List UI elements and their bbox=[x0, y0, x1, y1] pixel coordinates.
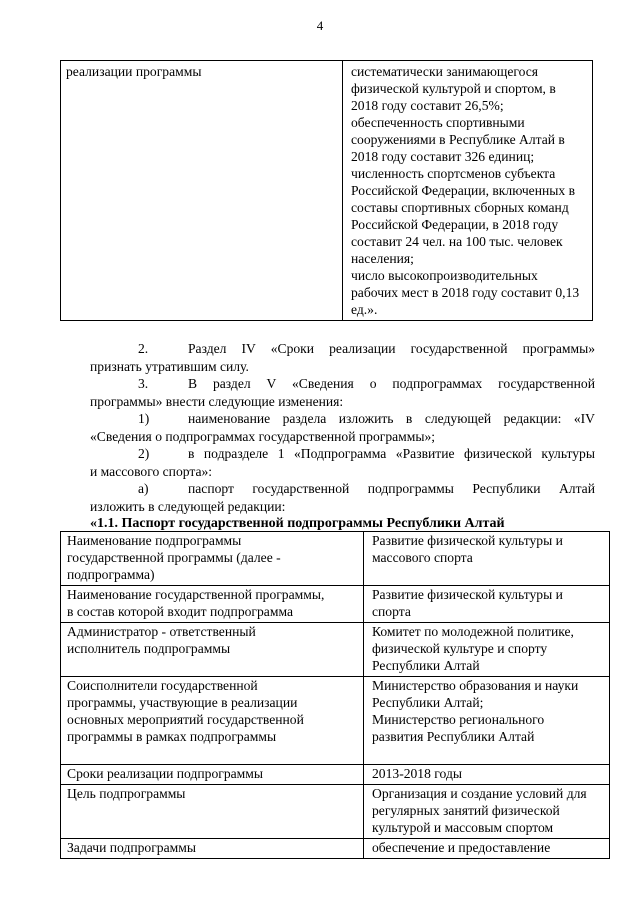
cell-line: программы в рамках подпрограммы bbox=[67, 729, 277, 744]
table-row bbox=[61, 623, 610, 677]
table-cell-right bbox=[364, 586, 610, 623]
cell-line: развития Республики Алтай bbox=[372, 729, 535, 744]
table-row bbox=[61, 61, 593, 321]
cell-line: регулярных занятий физической bbox=[372, 803, 560, 818]
cell-line: подпрограмма) bbox=[67, 567, 155, 582]
cell-line: исполнитель подпрограммы bbox=[67, 641, 231, 656]
table-row bbox=[61, 532, 610, 586]
cell-line: спорта bbox=[372, 604, 411, 619]
cell-line: Цель подпрограммы bbox=[67, 786, 186, 801]
cell-line: Администратор - ответственный bbox=[67, 624, 256, 639]
paragraph-3-2-a: а) паспорт государственной подпрограммы Республики Алтай изложить в следующей редакции: bbox=[90, 481, 595, 514]
cell-line: Комитет по молодежной политике, bbox=[372, 624, 574, 639]
cell-line: число высокопроизводительных bbox=[351, 268, 538, 283]
cell-line: основных мероприятий государственной bbox=[67, 712, 304, 727]
table-cell-left bbox=[61, 839, 364, 859]
cell-line: Наименование государственной программы, bbox=[67, 587, 325, 602]
cell-line: обеспечение и предоставление bbox=[372, 840, 551, 855]
cell-line: Министерство образования и науки bbox=[372, 678, 579, 693]
paragraph-2: 2. Раздел IV «Сроки реализации государственной программы» признать утратившим силу. bbox=[90, 341, 595, 374]
cell-line: Министерство регионального bbox=[372, 712, 545, 727]
cell-line: программы, участвующие в реализации bbox=[67, 695, 298, 710]
subprogram-passport-heading: «1.1. Паспорт государственной подпрограммы Республики Алтай bbox=[90, 516, 505, 531]
table-row bbox=[61, 785, 610, 839]
table-cell-left bbox=[61, 586, 364, 623]
table-cell-left bbox=[61, 765, 364, 785]
table-row bbox=[61, 677, 610, 765]
table-cell-right bbox=[343, 61, 593, 321]
cell-line: составы спортивных сборных команд bbox=[351, 200, 569, 215]
cell-line: в состав которой входит подпрограмма bbox=[67, 604, 293, 619]
table-row bbox=[61, 586, 610, 623]
cell-line: составит 24 чел. на 100 тыс. человек bbox=[351, 234, 563, 249]
cell-line: 2018 году составит 26,5%; bbox=[351, 98, 504, 113]
cell-line: Республики Алтай; bbox=[372, 695, 484, 710]
table-row bbox=[61, 765, 610, 785]
cell-line: населения; bbox=[351, 251, 414, 266]
cell-line bbox=[372, 745, 605, 762]
table-cell-right bbox=[364, 839, 610, 859]
cell-line: Российской Федерации, включенных в bbox=[351, 183, 575, 198]
cell-line: рабочих мест в 2018 году составит 0,13 bbox=[351, 285, 580, 300]
cell-line: обеспеченность спортивными bbox=[351, 115, 525, 130]
cell-line: массового спорта bbox=[372, 550, 473, 565]
cell-line: Развитие физической культуры и bbox=[372, 533, 563, 548]
table-cell-right bbox=[364, 765, 610, 785]
cell-line: Организация и создание условий для bbox=[372, 786, 587, 801]
cell-line: Развитие физической культуры и bbox=[372, 587, 563, 602]
page-number: 4 bbox=[316, 18, 324, 33]
cell-line: Задачи подпрограммы bbox=[67, 840, 196, 855]
cell-line: Республики Алтай bbox=[372, 658, 480, 673]
table-cell-left bbox=[61, 785, 364, 839]
cell-line: Соисполнители государственной bbox=[67, 678, 258, 693]
amendment-text bbox=[90, 340, 595, 533]
cell-line: 2013-2018 годы bbox=[372, 766, 462, 781]
cell-line: Российской Федерации, в 2018 году bbox=[351, 217, 559, 232]
cell-line: численность спортсменов субъекта bbox=[351, 166, 556, 181]
table-cell-left bbox=[61, 623, 364, 677]
cell-line: 2018 году составит 326 единиц; bbox=[351, 149, 535, 164]
cell-line: государственной программы (далее - bbox=[67, 550, 281, 565]
cell-line: систематически занимающегося bbox=[351, 64, 539, 79]
cell-line: Наименование подпрограммы bbox=[67, 533, 242, 548]
table-cell-left bbox=[61, 677, 364, 765]
paragraph-3-1: 1) наименование раздела изложить в следующей редакции: «IV «Сведения о подпрограммах государственной программы»; bbox=[90, 411, 595, 444]
cell-line: физической культуре и спорту bbox=[372, 641, 548, 656]
table-cell-right bbox=[364, 785, 610, 839]
table-cell-left bbox=[61, 532, 364, 586]
table-cell-right bbox=[364, 623, 610, 677]
cell-line: Сроки реализации подпрограммы bbox=[67, 766, 263, 781]
table-row bbox=[61, 839, 610, 859]
table-cell-left: реализации программы bbox=[61, 61, 343, 321]
paragraph-3-2: 2) в подразделе 1 «Подпрограмма «Развитие физической культуры и массового спорта»: bbox=[90, 446, 595, 479]
cell-line: физической культурой и спортом, в bbox=[351, 81, 556, 96]
cell-line: культурой и массовым спортом bbox=[372, 820, 554, 835]
table-cell-right bbox=[364, 532, 610, 586]
cell-line: сооружениями в Республике Алтай в bbox=[351, 132, 565, 147]
cell-line: ед.». bbox=[351, 302, 378, 317]
program-table-continuation bbox=[60, 60, 593, 321]
table-cell-right bbox=[364, 677, 610, 765]
paragraph-3: 3. В раздел V «Сведения о подпрограммах государственной программы» внести следующие изменения: bbox=[90, 376, 595, 409]
subprogram-passport-table bbox=[60, 531, 610, 859]
